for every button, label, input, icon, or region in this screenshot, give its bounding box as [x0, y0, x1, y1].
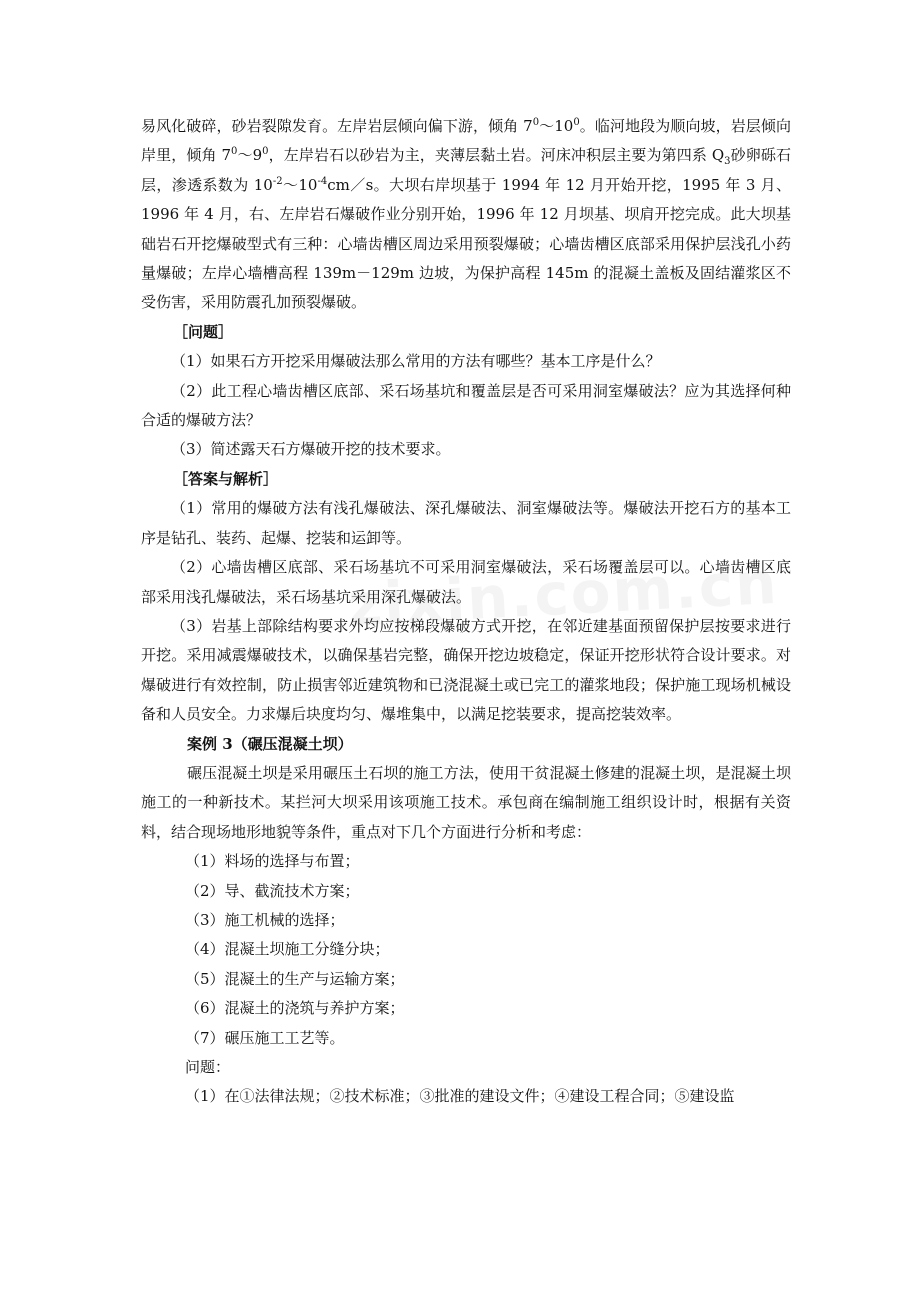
- intro-paragraph: 易风化破碎，砂岩裂隙发育。左岸岩层倾向偏下游，倾角 $7^0\sim 10^0$。临河地段为顺向坡，岩层倾向岸里，倾角 $7^0\sim 9^0$，左岸岩石以砂岩为主，夹薄层黏土岩。河床冲积层主要为第四系 $Q_3$砂卵砾石层，渗透系数为 $10^{-2}\sim 10^{-4}cm/s$。大坝右岸坝基于 1994 年 12 月开始开挖，1995 年 3 月、1996 年 4 月，右、左岸岩石爆破作业分别开始，1996 年 12 月坝基、坝肩开挖完成。此大坝基础岩石开挖爆破型式有三种：心墙齿槽区周边采用预裂爆破；心墙齿槽区底部采用保护层浅孔小药量爆破；左岸心墙槽高程 139m－129m 边坡，为保护高程 145m 的混凝土盖板及固结灌浆区不受伤害，采用防震孔加预裂爆破。: [141, 117, 791, 312]
- answers-heading: ［答案与解析］: [173, 469, 279, 488]
- case3-list-item-2: （2）导、截流技术方案；: [185, 881, 360, 900]
- answer-item-2: （2）心墙齿槽区底部、采石场基坑不可采用洞室爆破法，采石场覆盖层可以。心墙齿槽区底部采用浅孔爆破法，采石场基坑采用深孔爆破法。: [141, 558, 791, 606]
- case3-list-item-6: （6）混凝土的浇筑与养护方案；: [185, 999, 405, 1018]
- case3-list-item-3: （3）施工机械的选择；: [185, 910, 345, 929]
- document-body: [141, 112, 791, 1112]
- question-item-1: （1）如果石方开挖采用爆破法那么常用的方法有哪些？基本工序是什么？: [171, 352, 661, 371]
- case3-question-label: 问题：: [185, 1058, 231, 1076]
- case3-list-item-1: （1）料场的选择与布置；: [185, 852, 360, 871]
- question-item-2: （2）此工程心墙齿槽区底部、采石场基坑和覆盖层是否可采用洞室爆破法？应为其选择何种合适的爆破方法？: [141, 381, 791, 430]
- case3-list-item-7: （7）碾压施工工艺等。: [185, 1028, 345, 1047]
- answer-item-3: （3）岩基上部除结构要求外均应按梯段爆破方式开挖，在邻近建基面预留保护层按要求进行开挖。采用减震爆破技术，以确保基岩完整，确保开挖边坡稳定，保证开挖形状符合设计要求。对爆破进行有效控制，防止损害邻近建筑物和已浇混凝土或已完工的灌浆地段；保护施工现场机械设备和人员安全。力求爆后块度均匀、爆堆集中，以满足挖装要求，提高挖装效率。: [141, 616, 791, 724]
- case3-question-1: （1）在①法律法规；②技术标准；③批准的建设文件；④建设工程合同；⑤建设监: [185, 1087, 735, 1106]
- questions-heading: ［问题］: [173, 322, 234, 341]
- answer-item-1: （1）常用的爆破方法有浅孔爆破法、深孔爆破法、洞室爆破法等。爆破法开挖石方的基本工序是钻孔、装药、起爆、挖装和运卸等。: [141, 499, 791, 547]
- case3-list-item-4: （4）混凝土坝施工分缝分块；: [185, 940, 390, 959]
- case3-body: 碾压混凝土坝是采用碾压土石坝的施工方法，使用干贫混凝土修建的混凝土坝，是混凝土坝施工的一种新技术。某拦河大坝采用该项施工技术。承包商在编制施工组织设计时，根据有关资料，结合现场地形地貌等条件，重点对下几个方面进行分析和考虑：: [141, 763, 791, 841]
- case3-list-item-5: （5）混凝土的生产与运输方案；: [185, 969, 405, 988]
- question-item-3: （3）简述露天石方爆破开挖的技术要求。: [171, 440, 451, 459]
- case3-title: 案例 3（碾压混凝土坝）: [187, 734, 353, 753]
